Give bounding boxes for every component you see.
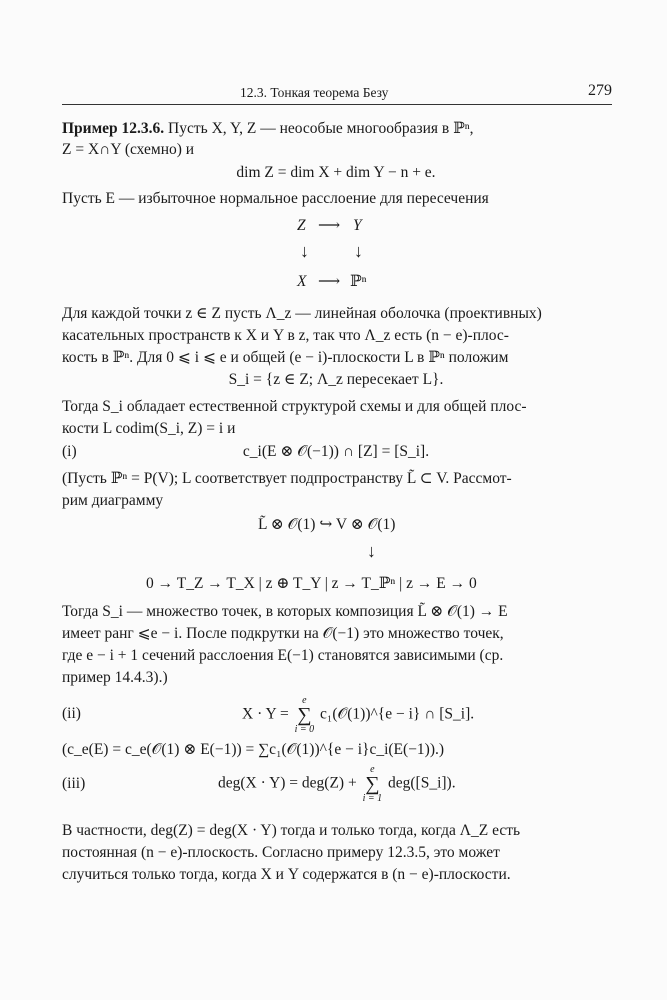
equation-Si: S_i = {z ∈ Z; Λ_z пересекает L}.	[228, 371, 444, 388]
example-intro-line1	[62, 118, 610, 140]
equation-iii-left: deg(X · Y) = deg(Z) +	[218, 774, 357, 792]
final-paragraph-line1: В частности, deg(Z) = deg(X · Y) тогда и только тогда, когда Λ_Z есть	[62, 822, 521, 839]
diagram1-top-arrow: ⟶	[318, 217, 341, 234]
example-intro-line2: Z = X∩Y (схемно) и	[62, 141, 195, 158]
running-header	[62, 80, 612, 105]
paragraph-composition-line3: где e − i + 1 сечений расслоения E(−1) становятся зависимыми (ср.	[62, 647, 504, 664]
diagram1-left-down-arrow: ↓	[300, 241, 309, 261]
equation-iii-row	[62, 764, 610, 804]
summation-ii-upper: e	[302, 695, 307, 706]
equation-tag-iii: (iii)	[62, 775, 86, 792]
diagram1-bottom-left: X	[297, 273, 307, 290]
summation-iii-sigma: ∑	[365, 773, 380, 795]
equation-tag-i: (i)	[62, 443, 77, 460]
equation-dimension: dim Z = dim X + dim Y − n + e.	[236, 164, 436, 181]
equation-ii-row	[62, 695, 610, 735]
paragraph-subspace-line2: рим диаграмму	[62, 492, 164, 509]
summation-iii-upper: e	[370, 764, 375, 775]
summation-iii-lower: i = 1	[362, 793, 383, 804]
equation-iii	[218, 764, 456, 804]
summation-ii	[295, 695, 315, 735]
paragraph-composition-line2: имеет ранг ⩽e − i. После подкрутки на 𝒪(−1) это множество точек,	[62, 625, 504, 642]
page-number: 279	[588, 82, 612, 99]
summation-iii	[363, 764, 383, 804]
diagram2-down-arrow: ↓	[367, 541, 376, 561]
running-title: 12.3. Тонкая теорема Безу	[240, 85, 389, 100]
diagram1-top-right: Y	[353, 217, 362, 234]
final-paragraph-line2: постоянная (n − e)-плоскость. Согласно примеру 12.3.5, это может	[62, 844, 500, 861]
final-paragraph-line3: случиться только тогда, когда X и Y содержатся в (n − e)-плоскости.	[62, 866, 511, 883]
diagram1-right-down-arrow: ↓	[354, 241, 363, 261]
paragraph-tangent-line2: касательных пространств к X и Y в z, так что Λ_z есть (n − e)-плос-	[62, 327, 509, 344]
paragraph-tangent-line1: Для каждой точки z ∈ Z пусть Λ_z — линейная оболочка (проективных)	[62, 305, 542, 322]
paragraph-scheme-line1: Тогда S_i обладает естественной структурой схемы и для общей плос-	[62, 398, 527, 415]
paragraph-scheme-line2: кости L codim(S_i, Z) = i и	[62, 420, 236, 437]
diagram1-bottom-right: ℙⁿ	[350, 273, 367, 290]
equation-ii	[242, 695, 474, 735]
diagram1-bottom-arrow: ⟶	[318, 273, 341, 290]
paragraph-tangent-line3: кость в ℙⁿ. Для 0 ⩽ i ⩽ e и общей (e − i)-плоскости L в ℙⁿ положим	[62, 349, 509, 366]
equation-iii-right: deg([S_i]).	[388, 774, 456, 792]
equation-i: c_i(E ⊗ 𝒪(−1)) ∩ [Z] = [S_i].	[242, 443, 430, 460]
equation-tag-ii: (ii)	[62, 705, 81, 722]
equation-ii-right: c₁(𝒪(1))^{e − i} ∩ [S_i].	[320, 705, 475, 723]
example-label: Пример 12.3.6.	[62, 120, 165, 137]
excess-bundle-text: Пусть E — избыточное нормальное расслоение для пересечения	[62, 190, 489, 207]
diagram2-exact-sequence: 0 → T_Z → T_X | z ⊕ T_Y | z → T_ℙⁿ | z → E → 0	[146, 575, 477, 592]
summation-ii-lower: i = 0	[294, 724, 315, 735]
summation-ii-sigma: ∑	[297, 704, 312, 726]
diagram1-top-left: Z	[297, 217, 306, 234]
diagram2-top-row: L̃ ⊗ 𝒪(1) ↪ V ⊗ 𝒪(1)	[258, 516, 396, 533]
chern-class-line: (c_e(E) = c_e(𝒪(1) ⊗ E(−1)) = ∑c₁(𝒪(1))^{e − i}c_i(E(−1)).)	[62, 741, 445, 758]
paragraph-composition-line1: Тогда S_i — множество точек, в которых композиция L̃ ⊗ 𝒪(1) → E	[62, 603, 508, 620]
paragraph-subspace-line1: (Пусть ℙⁿ = P(V); L соответствует подпространству L̃ ⊂ V. Рассмот-	[62, 470, 512, 487]
paragraph-composition-line4: пример 14.4.3).)	[62, 669, 168, 686]
example-intro-text: Пусть X, Y, Z — неособые многообразия в ℙⁿ,	[168, 120, 474, 137]
equation-ii-left: X · Y =	[242, 705, 289, 723]
